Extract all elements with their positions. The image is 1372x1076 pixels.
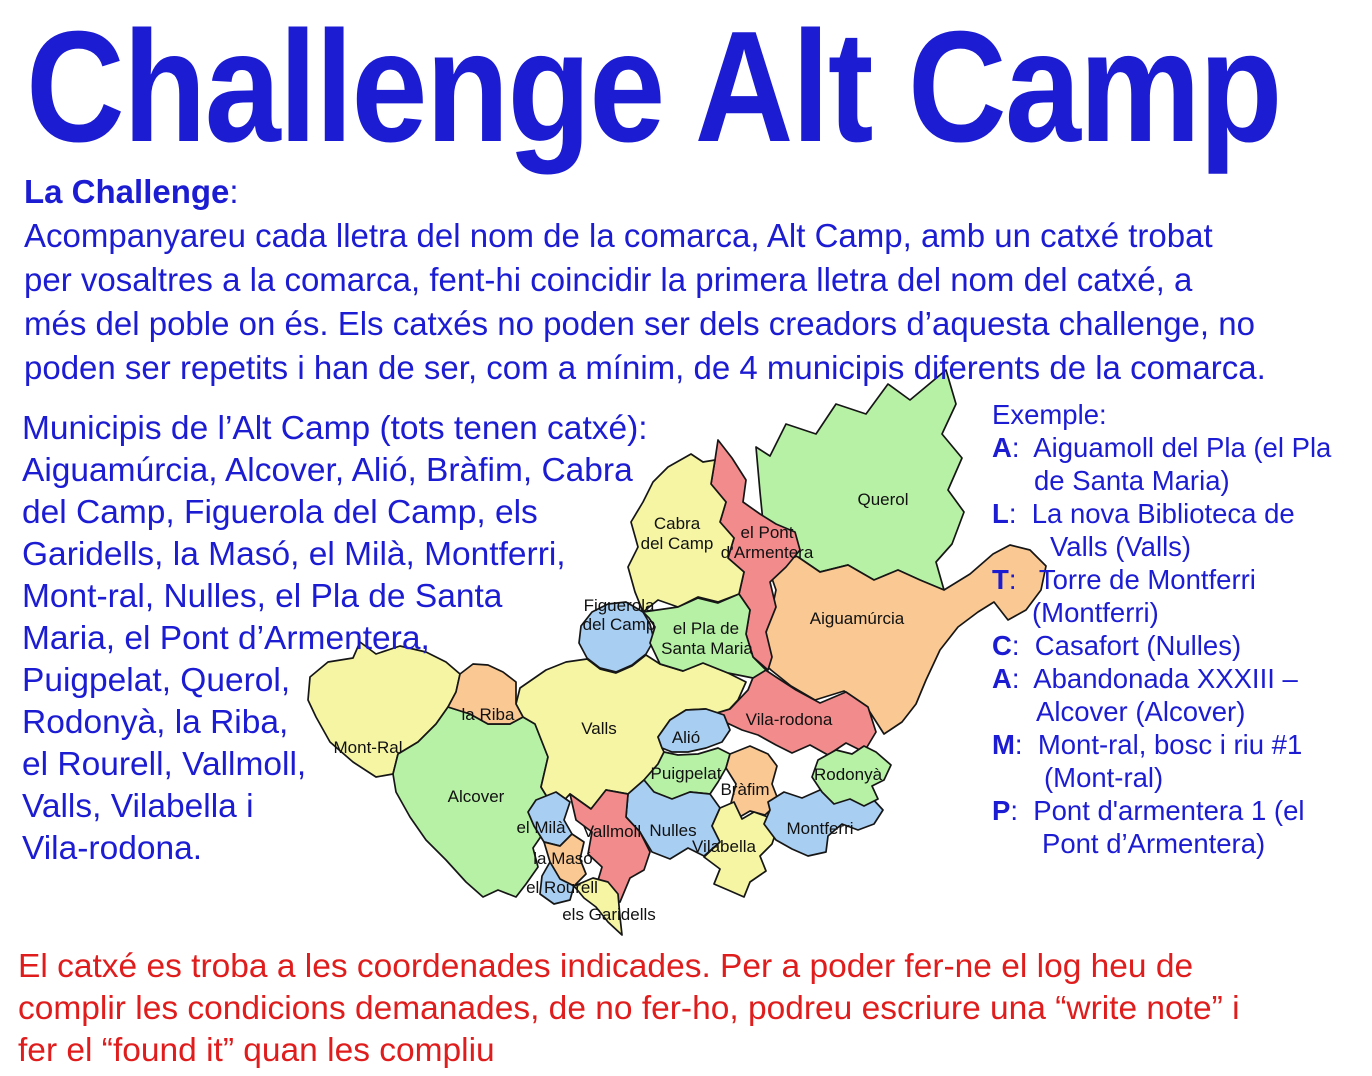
challenge-line: per vosaltres a la comarca, fent-hi coincidir la primera lletra del nom del catxé, a xyxy=(24,261,1193,298)
challenge-heading-text: La Challenge xyxy=(24,173,230,210)
map-label-puigpelat: Puigpelat xyxy=(650,764,722,783)
example-row xyxy=(992,695,1331,728)
map-label-vilabella: Vilabella xyxy=(692,837,756,856)
example-heading: Exemple: xyxy=(992,399,1107,430)
example-text: : Pont d'armentera 1 (el xyxy=(1010,795,1305,826)
challenge-line: Acompanyareu cada lletra del nom de la comarca, Alt Camp, amb un catxé trobat xyxy=(24,217,1213,254)
example-text: Alcover (Alcover) xyxy=(1036,696,1246,727)
example-text: : Abandonada XXXIII – xyxy=(1011,663,1298,694)
example-row xyxy=(992,431,1331,464)
map-label-la-maso: la Masó xyxy=(533,849,593,868)
map-label-brafim: Bràfim xyxy=(720,780,770,799)
map-label-figuerola-1: Figuerola xyxy=(583,596,655,615)
example-text: (Montferri) xyxy=(1032,597,1159,628)
map-label-el-mila: el Milà xyxy=(516,818,566,837)
example-text: : La nova Biblioteca de xyxy=(1008,498,1295,529)
coordinates-warning xyxy=(18,946,1240,1072)
example-letter: T xyxy=(992,564,1009,595)
challenge-line: més del poble on és. Els catxés no poden ser dels creadors d’aquesta challenge, no xyxy=(24,305,1255,342)
map-label-alcover: Alcover xyxy=(447,787,505,806)
example-row xyxy=(992,728,1331,761)
example-row xyxy=(992,761,1331,794)
municipalities-line: Rodonyà, la Riba, xyxy=(22,704,289,741)
example-text: : Casafort (Nulles) xyxy=(1011,630,1242,661)
map-label-pont-2: d’Armentera xyxy=(720,543,814,562)
warning-line: complir les condicions demanades, de no fer-ho, podreu escriure una “write note” i xyxy=(18,990,1240,1027)
municipalities-line: Puigpelat, Querol, xyxy=(22,662,291,699)
municipalities-line: Mont-ral, Nulles, el Pla de Santa xyxy=(22,578,503,615)
municipalities-line: Garidells, la Masó, el Milà, Montferri, xyxy=(22,536,566,573)
example-row xyxy=(992,563,1331,596)
map-label-pla-2: Santa Maria xyxy=(661,639,753,658)
example-text: de Santa Maria) xyxy=(1034,465,1230,496)
map-label-aiguamurcia: Aiguamúrcia xyxy=(809,609,905,628)
map-label-pont-1: el Pont xyxy=(740,523,794,542)
challenge-heading-colon: : xyxy=(229,173,239,210)
example-text: : Aiguamoll del Pla (el Pla xyxy=(1011,432,1332,463)
example-letter: C xyxy=(992,630,1012,661)
example-text: : Mont-ral, bosc i riu #1 xyxy=(1014,729,1303,760)
example-letter: A xyxy=(992,663,1012,694)
map-label-cabra-1: Cabra xyxy=(653,514,701,533)
map-label-cabra-2: del Camp xyxy=(640,534,714,553)
municipalities-line: Valls, Vilabella i xyxy=(22,788,254,825)
map-label-querol: Querol xyxy=(857,490,909,509)
example-text: (Mont-ral) xyxy=(1044,762,1164,793)
map-label-la-riba: la Riba xyxy=(461,705,515,724)
example-row xyxy=(992,827,1331,860)
challenge-description xyxy=(24,170,1266,390)
example-row xyxy=(992,794,1331,827)
map-label-vila-rodona: Vila-rodona xyxy=(745,710,833,729)
map-label-mont-ral: Mont-Ral xyxy=(333,738,403,757)
warning-line: El catxé es troba a les coordenades indicades. Per a poder fer-ne el log heu de xyxy=(18,948,1194,985)
municipalities-line: el Rourell, Vallmoll, xyxy=(22,746,307,783)
map-label-figuerola-2: del Camp xyxy=(582,615,656,634)
example-letter: M xyxy=(992,729,1015,760)
challenge-heading xyxy=(24,170,1266,214)
map-label-montferri: Montferri xyxy=(786,819,854,838)
municipalities-line: Maria, el Pont d’Armentera, xyxy=(22,620,430,657)
example-letter: A xyxy=(992,432,1012,463)
challenge-line: poden ser repetits i han de ser, com a mínim, de 4 municipis diferents de la comarca. xyxy=(24,349,1266,386)
example-row xyxy=(992,497,1331,530)
page-title: Challenge Alt Camp xyxy=(26,0,1281,175)
municipalities-line: Aiguamúrcia, Alcover, Alió, Bràfim, Cabra xyxy=(22,452,633,489)
municipalities-line: del Camp, Figuerola del Camp, els xyxy=(22,494,538,531)
example-text: : Torre de Montferri xyxy=(1008,564,1256,595)
example-text: Valls (Valls) xyxy=(1050,531,1192,562)
example-row xyxy=(992,662,1331,695)
map-label-els-garidells: els Garidells xyxy=(562,905,656,924)
map-label-valls: Valls xyxy=(581,719,617,738)
example-list xyxy=(992,398,1331,860)
example-row xyxy=(992,629,1331,662)
map-label-pla-1: el Pla de xyxy=(672,619,740,638)
map-label-rodonya: Rodonyà xyxy=(813,765,883,784)
map-label-el-rourell: el Rourell xyxy=(526,878,598,897)
example-letter: L xyxy=(992,498,1009,529)
map-label-vallmoll: Vallmoll xyxy=(582,822,642,841)
example-row xyxy=(992,596,1331,629)
map-label-alio: Alió xyxy=(671,728,701,747)
example-letter: P xyxy=(992,795,1011,826)
municipalities-line: Municipis de l’Alt Camp (tots tenen catxé): xyxy=(22,410,648,447)
example-text: Pont d’Armentera) xyxy=(1042,828,1266,859)
municipalities-list xyxy=(22,408,648,870)
municipalities-line: Vila-rodona. xyxy=(22,830,203,867)
map-label-nulles: Nulles xyxy=(649,821,697,840)
example-row xyxy=(992,464,1331,497)
example-row xyxy=(992,530,1331,563)
warning-line: fer el “found it” quan les compliu xyxy=(18,1032,495,1069)
